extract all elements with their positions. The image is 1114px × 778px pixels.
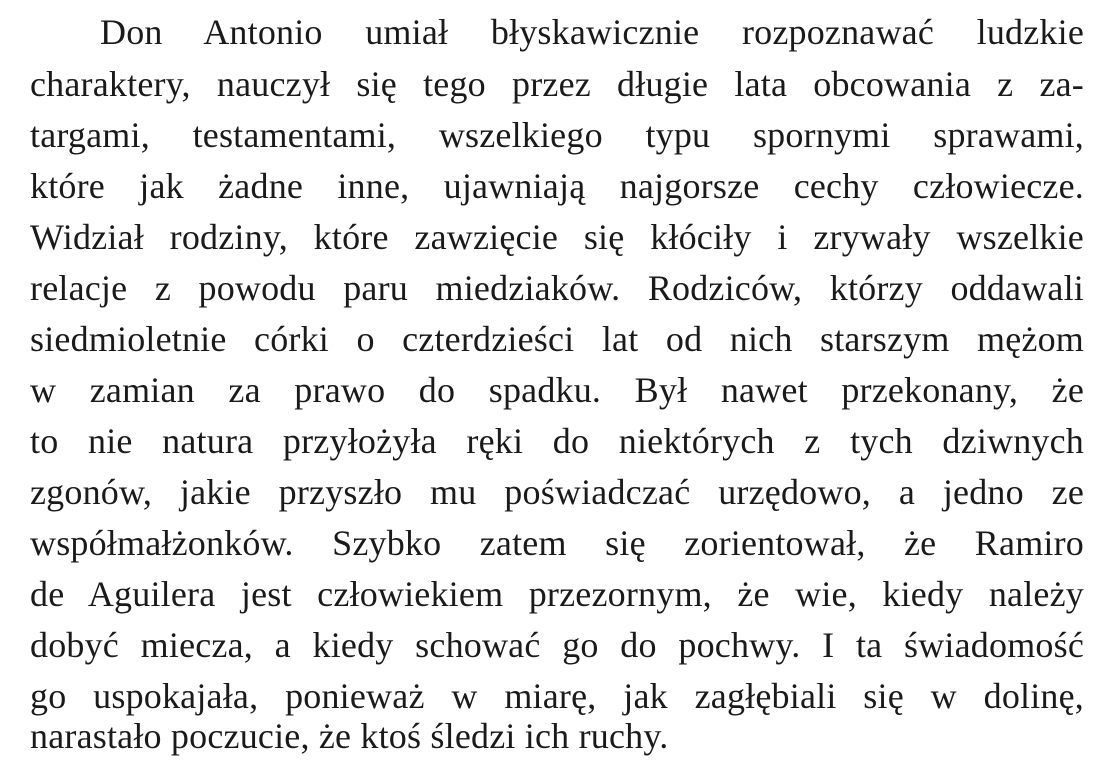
paragraph-line-9: to nie natura przyłożyła ręki do niektórych z tych dziwnych	[30, 421, 1084, 461]
paragraph-line-6: relacje z powodu paru miedziaków. Rodziców, którzy oddawali	[30, 268, 1084, 308]
paragraph-line-15: narastało poczucie, że ktoś śledzi ich ruchy.	[30, 716, 669, 756]
cropped-next-line	[134, 760, 1084, 778]
paragraph-line-1: Don Antonio umiał błyskawicznie rozpoznawać ludzkie	[100, 12, 1084, 52]
paragraph-line-5: Widział rodziny, które zawzięcie się kłóciły i zrywały wszelkie	[30, 217, 1084, 257]
paragraph-line-10: zgonów, jakie przyszło mu poświadczać urzędowo, a jedno ze	[30, 472, 1084, 512]
paragraph-line-14: go uspokajała, ponieważ w miarę, jak zagłębiali się w dolinę,	[30, 676, 1084, 716]
paragraph-line-2: charaktery, nauczył się tego przez długie lata obcowania z za-	[30, 64, 1084, 104]
paragraph-line-13: dobyć miecza, a kiedy schować go do pochwy. I ta świadomość	[30, 625, 1084, 665]
paragraph-line-3: targami, testamentami, wszelkiego typu spornymi sprawami,	[30, 115, 1084, 155]
paragraph-line-12: de Aguilera jest człowiekiem przezornym, że wie, kiedy należy	[30, 574, 1084, 614]
paragraph-line-8: w zamian za prawo do spadku. Był nawet przekonany, że	[30, 370, 1084, 410]
paragraph-line-7: siedmioletnie córki o czterdzieści lat od nich starszym mężom	[30, 319, 1084, 359]
paragraph-line-11: współmałżonków. Szybko zatem się zorientował, że Ramiro	[30, 523, 1084, 563]
paragraph-line-4: które jak żadne inne, ujawniają najgorsze cechy człowiecze.	[30, 166, 1084, 206]
